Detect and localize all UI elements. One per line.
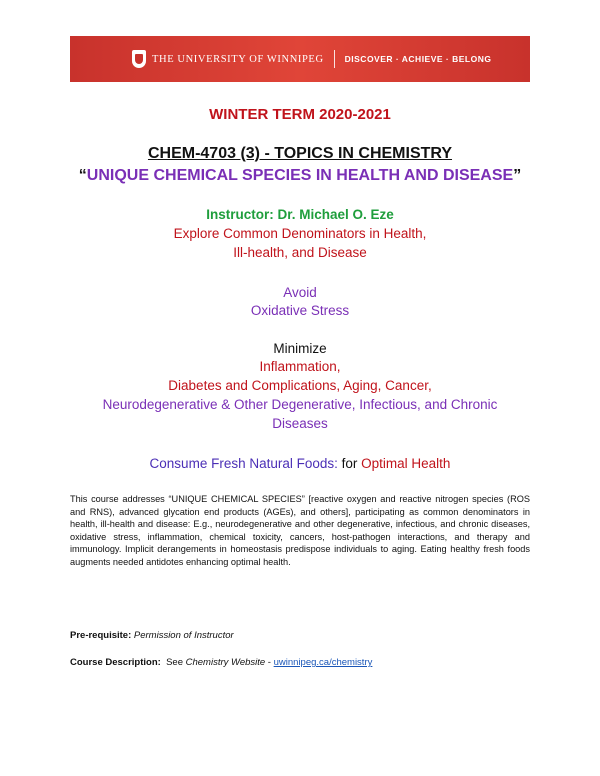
university-motto: DISCOVER · ACHIEVE · BELONG [344, 54, 492, 64]
explore-line-2: Ill-health, and Disease [233, 245, 367, 260]
minimize-line-2: Diabetes and Complications, Aging, Cancer, [168, 378, 432, 393]
instructor: Instructor: Dr. Michael O. Eze [206, 207, 394, 222]
avoid-heading: Avoid [283, 285, 317, 300]
explore-line-1: Explore Common Denominators in Health, [173, 226, 427, 241]
avoid-item: Oxidative Stress [250, 303, 350, 318]
university-name: THE UNIVERSITY OF WINNIPEG [152, 53, 324, 65]
consume-part-3: Optimal Health [361, 456, 451, 471]
course-description-label: Course Description: [70, 657, 161, 668]
university-crest-icon [132, 50, 146, 68]
course-description-site: Chemistry Website [185, 657, 266, 668]
course-paragraph: This course addresses “UNIQUE CHEMICAL SPECIES” [reactive oxygen and reactive nitrogen species (ROS and RNS), advanced glycation end products (AGEs), and others], participating as common denominators in health, ill-health and disease: E.g., neurodegenerative and other degenerative, infectious, and chronic diseases, oxidative stress, inflammation, chemical toxicity, cancers, host-pathogen interactions, and therapy and immunology. Implicit derangements in homeostasis predispose individuals to aging. Eating healthy fresh foods augments needed antidotes enhancing optimal health. [70, 494, 530, 567]
minimize-line-1: Inflammation, [259, 359, 341, 374]
close-quote: ” [513, 167, 522, 184]
prerequisite-label: Pre-requisite: [70, 630, 132, 641]
consume-line [0, 456, 600, 471]
course-description-text: See [160, 657, 186, 668]
course-title: CHEM-4703 (3) - TOPICS IN CHEMISTRY [147, 145, 453, 162]
course-subtitle [0, 167, 600, 185]
open-quote: “ [78, 167, 87, 184]
consume-part-2: for [337, 456, 362, 471]
term-heading: WINTER TERM 2020-2021 [209, 106, 391, 123]
chemistry-website-link[interactable]: uwinnipeg.ca/chemistry [273, 657, 373, 668]
minimize-line-4: Diseases [272, 416, 328, 431]
prerequisite [70, 630, 234, 641]
university-banner [70, 36, 530, 82]
course-description [70, 657, 372, 668]
course-description-dash: - [265, 657, 274, 668]
consume-part-1: Consume Fresh Natural Foods: [149, 456, 338, 471]
banner-divider [334, 50, 335, 68]
minimize-heading: Minimize [273, 341, 327, 356]
subtitle-text: UNIQUE CHEMICAL SPECIES IN HEALTH AND DISEASE [86, 167, 514, 184]
prerequisite-value: Permission of Instructor [131, 630, 234, 641]
minimize-line-3: Neurodegenerative & Other Degenerative, Infectious, and Chronic [102, 397, 498, 412]
